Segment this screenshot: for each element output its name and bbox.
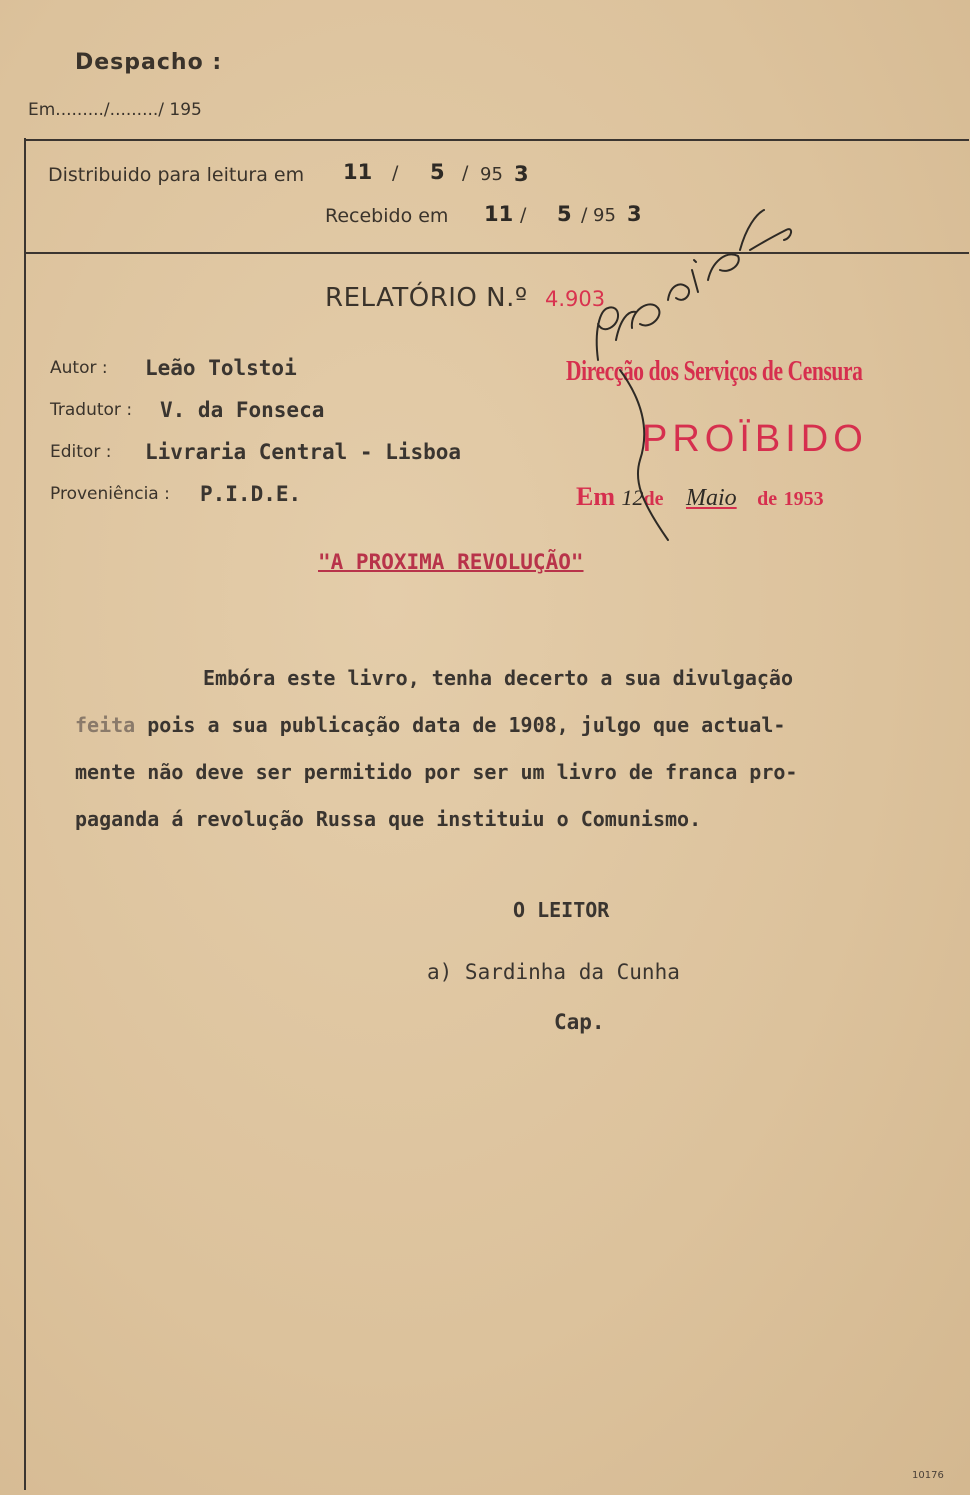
body-line: Embóra este livro, tenha decerto a sua divulgação (203, 666, 794, 690)
reader-role: O LEITOR (513, 898, 610, 922)
report-body (75, 655, 935, 843)
distribution-day: 11 (343, 160, 373, 184)
book-title: "A PROXIMA REVOLUÇÃO" (318, 550, 584, 574)
stamp-day: 12 (621, 485, 644, 510)
left-margin-line (24, 138, 26, 1490)
author-value: Leão Tolstoi (145, 356, 297, 380)
editor-label: Editor : (50, 442, 112, 462)
received-label: Recebido em (325, 205, 449, 227)
received-year-digit: 3 (627, 202, 642, 226)
handwritten-proibido-signature (580, 200, 840, 560)
despacho-label: Despacho : (75, 50, 223, 75)
report-number: 4.903 (545, 287, 606, 311)
date-separator: / (520, 204, 527, 226)
stamp-month: Maio (686, 485, 737, 511)
distribution-year-digit: 3 (514, 162, 529, 186)
provenance-label: Proveniência : (50, 484, 170, 504)
despacho-date-line: Em........./........./ 195 (28, 100, 202, 120)
body-faded-word: feita (75, 713, 136, 737)
translator-value: V. da Fonseca (160, 398, 325, 422)
reader-name: a) Sardinha da Cunha (427, 960, 680, 984)
body-line: paganda á revolução Russa que instituiu o Comunismo. (75, 807, 702, 831)
author-label: Autor : (50, 358, 108, 378)
body-line: feita pois a sua publicação data de 1908, julgo que actual- (75, 713, 786, 737)
stamp-year: 1953 (783, 488, 824, 510)
date-separator: / (462, 162, 469, 184)
reader-rank: Cap. (554, 1010, 605, 1034)
censorship-stamp-status: PROÏBIDO (642, 418, 868, 460)
editor-value: Livraria Central - Lisboa (145, 440, 462, 464)
body-line: mente não deve ser permitido por ser um livro de franca pro- (75, 760, 798, 784)
translator-label: Tradutor : (50, 400, 133, 420)
received-year-prefix: 95 (593, 205, 616, 226)
date-separator: / (581, 204, 588, 226)
top-rule (24, 139, 969, 141)
report-label: RELATÓRIO N.º (325, 283, 528, 313)
received-day: 11 (484, 202, 514, 226)
censorship-stamp-header: Direcção dos Serviços de Censura (566, 355, 863, 387)
date-separator: / (392, 162, 399, 184)
received-month: 5 (557, 202, 572, 226)
distribution-month: 5 (430, 160, 445, 184)
distribution-label: Distribuido para leitura em (48, 164, 305, 186)
censorship-stamp-date: Em 12de Maio de 1953 (576, 482, 824, 511)
distribution-year-prefix: 95 (480, 164, 503, 185)
provenance-value: P.I.D.E. (200, 482, 302, 506)
document-reference-number: 10176 (912, 1470, 944, 1481)
